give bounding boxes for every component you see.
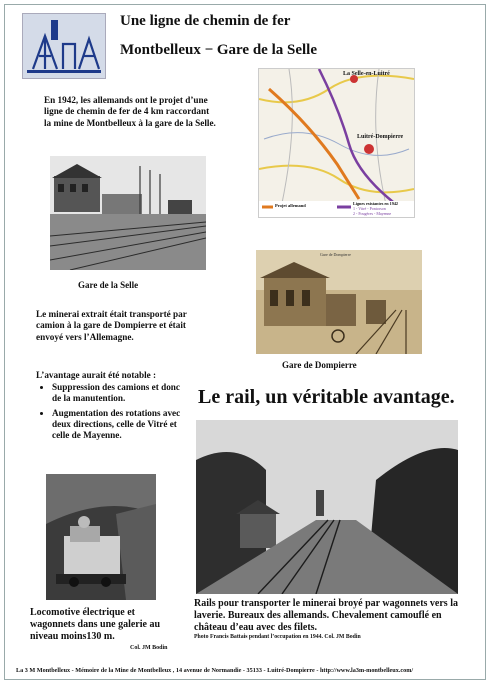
headline: Le rail, un véritable avantage. <box>198 386 455 408</box>
map-label-dompierre: Luitré-Dompierre <box>357 134 404 140</box>
credit-locomotive: Col. JM Bodin <box>130 645 168 651</box>
map-legend-1: 1 - Vitré - Pontorson <box>353 206 386 211</box>
footer: La 3 M Montbelleux - Mémoire de la Mine de Montbelleux , 14 avenue de Normandie - 35133 - Luitré-Dompierre - http://www.la3m-montbelleux.com/ <box>16 667 414 674</box>
map-legend-lignes: Lignes existantes en 1942 <box>353 201 399 206</box>
credit-rails: Photo Francis Battais pendant l’occupation en 1944. Col. JM Bodin <box>194 634 361 640</box>
avantage-list <box>32 382 182 444</box>
map-label-selle: La Selle-en-Luitré <box>343 71 390 77</box>
postcard-caption: Gare de Dompierre <box>320 252 351 257</box>
map-legend-2: 2 - Fougères - Mayenne <box>353 211 392 216</box>
photo-locomotive <box>46 474 156 600</box>
caption-locomotive: Locomotive électrique et wagonnets dans une galerie au niveau moins130 m. <box>30 607 161 642</box>
avantage-item: • Suppression des camions et donc de la manutention. <box>52 382 182 405</box>
title-line1: Une ligne de chemin de fer <box>120 13 291 29</box>
postcard-gare-dompierre <box>256 250 422 354</box>
title-line2: Montbelleux − Gare de la Selle <box>120 42 317 58</box>
photo-gare-selle <box>50 156 206 270</box>
headframe-icon <box>23 14 105 78</box>
caption-gare-dompierre: Gare de Dompierre <box>282 360 357 370</box>
avantage-item: • Augmentation des rotations avec deux directions, celle de Vitré et celle de Mayenne. <box>52 408 182 442</box>
mine-logo <box>22 13 106 79</box>
minerai-text: Le minerai extrait était transporté par camion à la gare de Dompierre et était envoyé vers l’Allemagne. <box>36 309 187 342</box>
railway-map <box>258 68 415 218</box>
intro-text: En 1942, les allemands ont le projet d’une ligne de chemin de fer de 4 km raccordant la mine de Montbelleux à la gare de la Selle. <box>44 95 216 128</box>
caption-gare-selle: Gare de la Selle <box>78 280 139 290</box>
photo-rails <box>196 420 458 594</box>
caption-rails: Rails pour transporter le minerai broyé par wagonnets vers la laverie. Bureaux des allemands. Chevalement camouflé en château d’eau avec des filets. <box>194 598 458 633</box>
avantage-intro: L’avantage aurait été notable : <box>36 370 157 380</box>
map-legend-projet: Projet allemand <box>275 203 306 208</box>
